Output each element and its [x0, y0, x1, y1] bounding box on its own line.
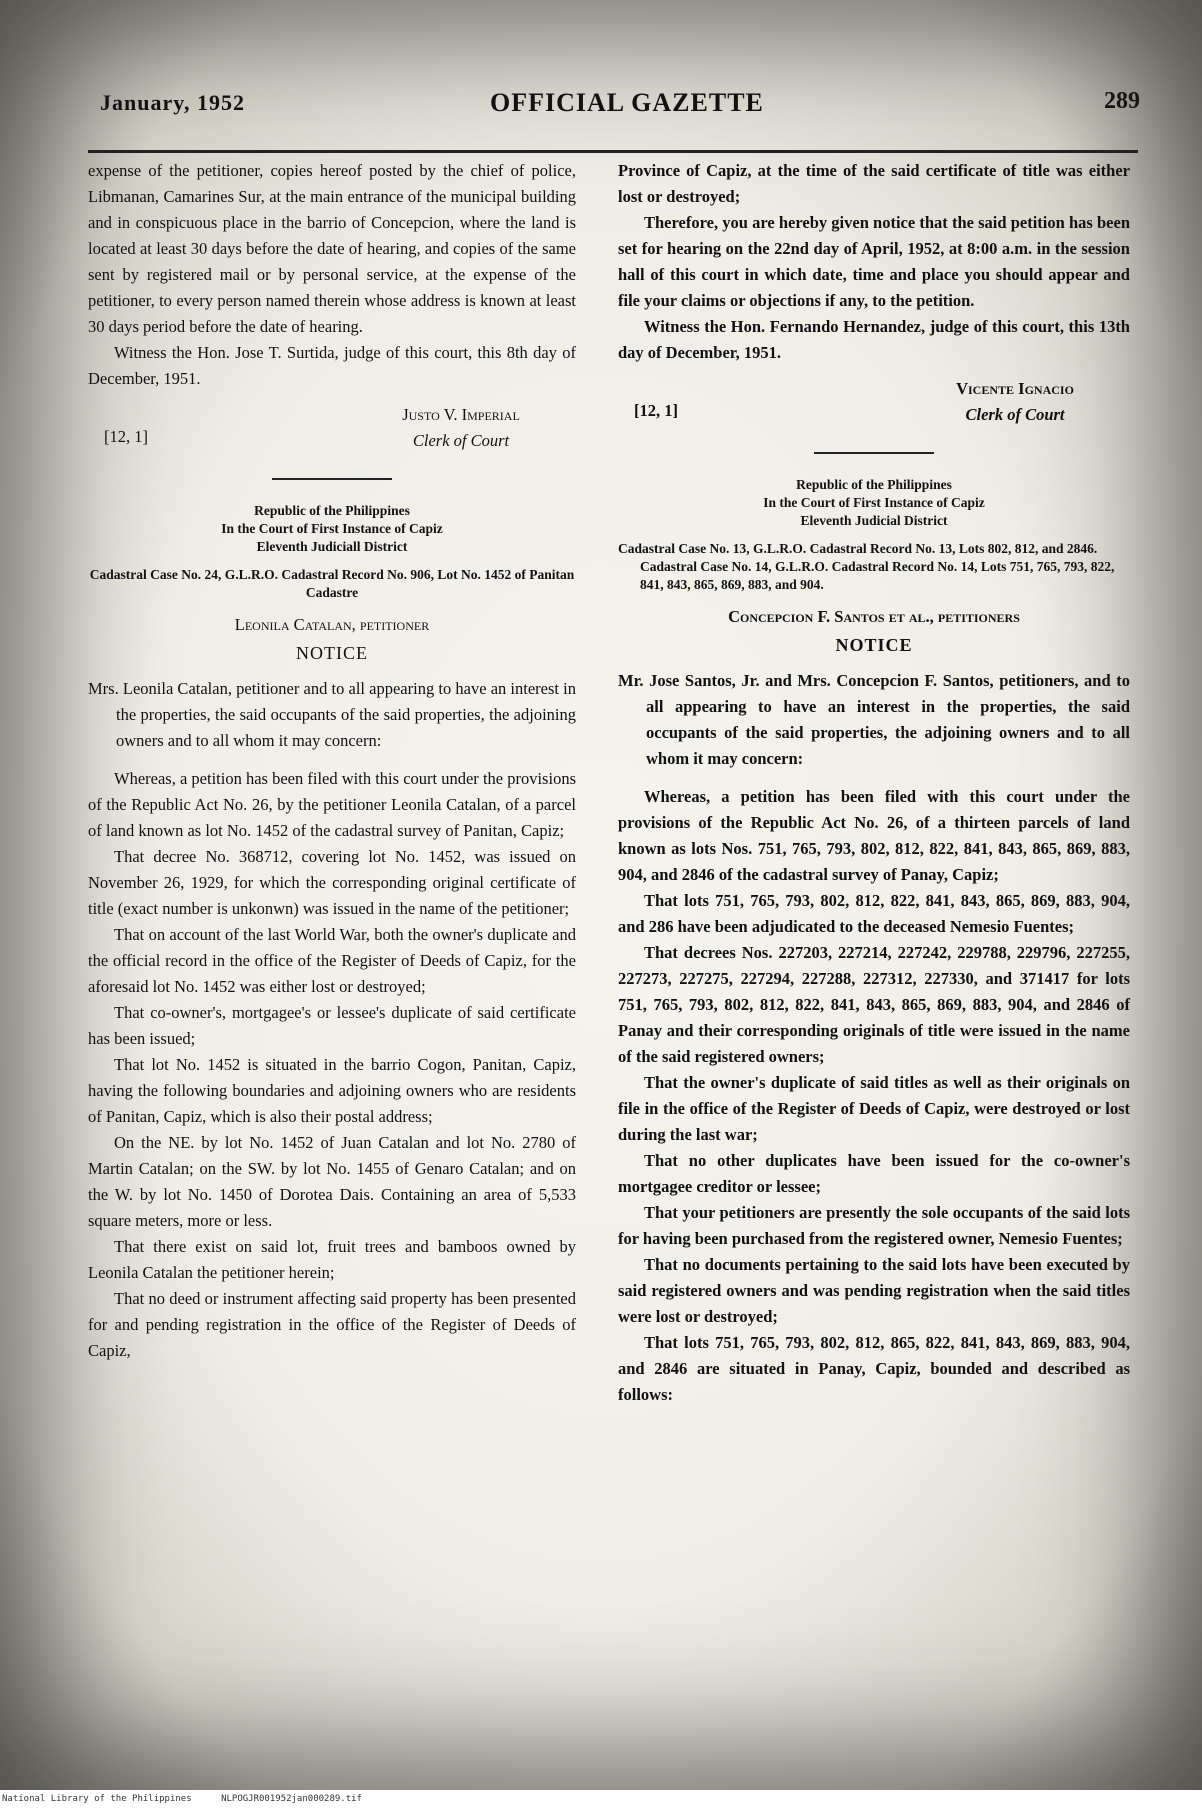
header-date: January, 1952 — [100, 90, 246, 115]
footer-library: National Library of the Philippines — [2, 1794, 192, 1804]
right-court-line-3: Eleventh Judicial District — [800, 513, 948, 528]
right-petitioner: Concepcion F. Santos et al., petitioners — [728, 607, 1020, 626]
right-paragraph: That the owner's duplicate of said titles as well as their originals on file in the office of the Register of Deeds of Capiz, were destroyed or lost during the last war; — [618, 1073, 1130, 1144]
left-court-heading — [88, 502, 576, 556]
left-sig-ref: [12, 1] — [104, 427, 148, 446]
right-paragraph: That decrees Nos. 227203, 227214, 227242, 229788, 229796, 227255, 227273, 227275, 227294, 227288, 227312, 227330, and 371417 for lots 751, 765, 793, 802, 812, 822, 841, 843, 865, 869, 883, 904, and 2846 of Panay and their corresponding originals of title were issued in the name of the said registered owners; — [618, 943, 1130, 1066]
left-paragraph: That decree No. 368712, covering lot No. 1452, was issued on November 26, 1929, for which the corresponding original certificate of title (exact number is unkonwn) was issued in the name of the petitioner; — [88, 847, 576, 918]
right-court-heading — [618, 476, 1130, 530]
left-column — [88, 158, 576, 1364]
right-sig-office: Clerk of Court — [965, 405, 1065, 424]
right-divider — [814, 452, 934, 454]
left-paragraph: That lot No. 1452 is situated in the barrio Cogon, Panitan, Capiz, having the following boundaries and adjoining owners who are residents of Panitan, Capiz, which is also their postal address; — [88, 1055, 576, 1126]
right-court-line-2: In the Court of First Instance of Capiz — [763, 495, 985, 510]
page-header — [100, 86, 1140, 126]
right-sig-ref: [12, 1] — [634, 401, 678, 420]
right-paragraph: That no other duplicates have been issued for the co-owner's mortgagee creditor or lessee; — [618, 1151, 1130, 1196]
left-witness: Witness the Hon. Jose T. Surtida, judge of this court, this 8th day of December, 1951. — [88, 343, 576, 388]
right-paragraph: That lots 751, 765, 793, 802, 812, 865, 822, 841, 843, 869, 883, 904, and 2846 are situated in Panay, Capiz, bounded and described as follows: — [618, 1333, 1130, 1404]
left-paragraph: Whereas, a petition has been filed with this court under the provisions of the Republic Act No. 26, by the petitioner Leonila Catalan, of a parcel of land known as lot No. 1452 of the cadastral survey of Panitan, Capiz; — [88, 769, 576, 840]
left-notice-title: NOTICE — [296, 643, 368, 663]
right-address: Mr. Jose Santos, Jr. and Mrs. Concepcion F. Santos, petitioners, and to all appearing to have an interest in the properties, the said occupants of the said properties, the adjoining owners and to all whom it may concern: — [618, 671, 1130, 768]
right-paragraph: That no documents pertaining to the said lots have been executed by said registered owners and was pending registration when the said titles were lost or destroyed; — [618, 1255, 1130, 1326]
left-paragraph: That no deed or instrument affecting said property has been presented for and pending registration in the office of the Register of Deeds of Capiz, — [88, 1289, 576, 1360]
right-sig-name: Vicente Ignacio — [956, 379, 1074, 398]
right-paragraph: That your petitioners are presently the sole occupants of the said lots for having been purchased from the registered owner, Nemesio Fuentes; — [618, 1203, 1130, 1248]
right-signature-block — [618, 376, 1130, 432]
right-column — [618, 158, 1130, 1408]
right-therefore: Therefore, you are hereby given notice that the said petition has been set for hearing on the 22nd day of April, 1952, at 8:00 a.m. in the session hall of this court in which date, time and place you should appear and file your claims or objections if any, to the petition. — [618, 213, 1130, 310]
right-case-caption: Cadastral Case No. 13, G.L.R.O. Cadastral Record No. 13, Lots 802, 812, and 2846. Cadastral Case No. 14, G.L.R.O. Cadastral Record No. 14, Lots 751, 765, 793, 822, 841, 843, 865, 869, 883, and 904. — [618, 541, 1115, 592]
left-court-line-1: Republic of the Philippines — [254, 503, 410, 518]
right-witness: Witness the Hon. Fernando Hernandez, judge of this court, this 13th day of December, 1951. — [618, 317, 1130, 362]
left-court-line-3: Eleventh Judiciall District — [256, 539, 408, 554]
left-intro: expense of the petitioner, copies hereof posted by the chief of police, Libmanan, Camarines Sur, at the main entrance of the municipal building and in conspicuous place in the barrio of Concepcion, where the land is located at least 30 days before the date of hearing, and copies of the same sent by registered mail or by personal service, at the expense of the petitioner, to every person named therein whose address is known at least 30 days period before the date of hearing. — [88, 161, 576, 336]
header-rule — [88, 150, 1138, 153]
header-title: OFFICIAL GAZETTE — [490, 88, 764, 117]
right-paragraph: That lots 751, 765, 793, 802, 812, 822, 841, 843, 865, 869, 883, 904, and 286 have been adjudicated to the deceased Nemesio Fuentes; — [618, 891, 1130, 936]
left-paragraph: That there exist on said lot, fruit trees and bamboos owned by Leonila Catalan the petitioner herein; — [88, 1237, 576, 1282]
footer-filename: NLPOGJR001952jan000289.tif — [221, 1794, 362, 1804]
right-intro: Province of Capiz, at the time of the said certificate of title was either lost or destroyed; — [618, 161, 1130, 206]
left-paragraph: That on account of the last World War, both the owner's duplicate and the official record in the office of the Register of Deeds of Capiz, for the aforesaid lot No. 1452 was either lost or destroyed; — [88, 925, 576, 996]
right-notice-title: NOTICE — [835, 635, 913, 655]
left-sig-office: Clerk of Court — [412, 431, 510, 450]
left-divider — [272, 478, 392, 480]
left-sig-name: Justo V. Imperial — [402, 405, 520, 424]
page-number: 289 — [1104, 88, 1140, 114]
left-paragraph: On the NE. by lot No. 1452 of Juan Catalan and lot No. 2780 of Martin Catalan; on the SW. by lot No. 1455 of Genaro Catalan; and on the W. by lot No. 1450 of Dorotea Dais. Containing an area of 5,533 square meters, more or less. — [88, 1133, 576, 1230]
left-case-caption: Cadastral Case No. 24, G.L.R.O. Cadastral Record No. 906, Lot No. 1452 of Panitan Cadastre — [89, 567, 575, 600]
scan-footer — [0, 1790, 1202, 1808]
right-paragraph: Whereas, a petition has been filed with this court under the provisions of the Republic Act No. 26, of a thirteen parcels of land known as lots Nos. 751, 765, 793, 802, 812, 822, 841, 843, 865, 869, 883, 904, and 2846 of the cadastral survey of Panay, Capiz; — [618, 787, 1130, 884]
left-signature-block — [88, 402, 576, 458]
left-paragraph: That co-owner's, mortgagee's or lessee's duplicate of said certificate has been issued; — [88, 1003, 576, 1048]
left-address: Mrs. Leonila Catalan, petitioner and to all appearing to have an interest in the properties, the said occupants of the said properties, the adjoining owners and to all whom it may concern: — [88, 679, 576, 750]
left-court-line-2: In the Court of First Instance of Capiz — [221, 521, 443, 536]
right-court-line-1: Republic of the Philippines — [796, 477, 952, 492]
left-petitioner: Leonila Catalan, petitioner — [234, 615, 430, 634]
